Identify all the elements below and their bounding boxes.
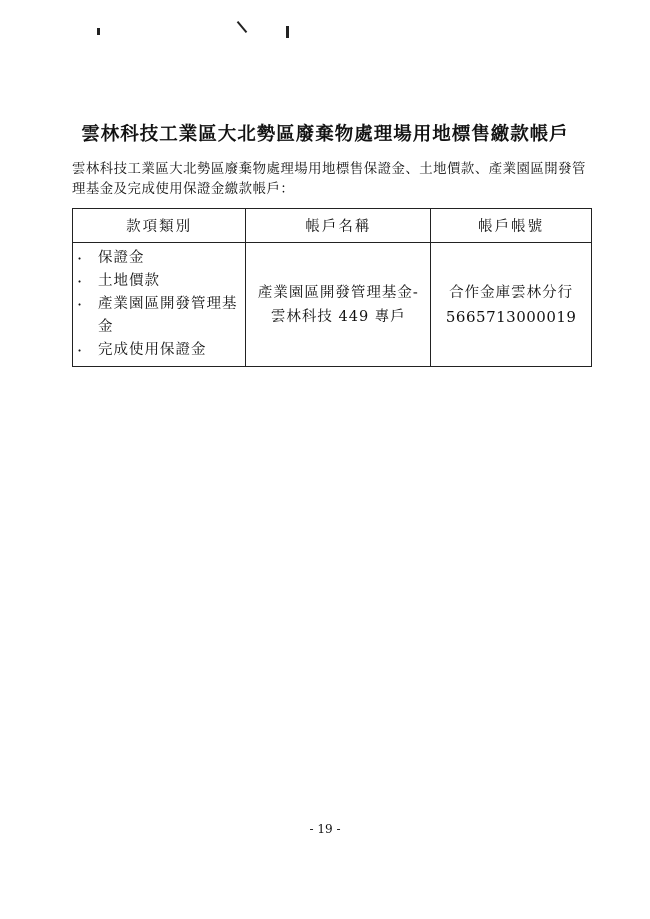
intro-paragraph: 雲林科技工業區大北勢區廢棄物處理場用地標售保證金、土地價款、產業園區開發管理基金及完成使用保證金繳款帳戶： xyxy=(72,162,586,197)
account-number: 5665713000019 xyxy=(445,307,577,326)
scan-mark xyxy=(97,28,100,35)
page-number: - 19 - xyxy=(309,822,341,836)
account-number-cell xyxy=(431,243,592,367)
category-item-completion-deposit: · 完成使用保證金 xyxy=(73,339,245,362)
header-category: 款項類別 xyxy=(73,209,246,243)
header-account-name: 帳戶名稱 xyxy=(246,209,431,243)
header-account-number: 帳戶帳號 xyxy=(431,209,592,243)
account-name-line2: 雲林科技 449 專戶 xyxy=(270,308,406,325)
category-list xyxy=(73,243,245,366)
scan-mark xyxy=(286,26,289,38)
bank-name: 合作金庫雲林分行 xyxy=(449,284,574,301)
scan-mark xyxy=(237,21,248,33)
account-name-line1: 產業園區開發管理基金- xyxy=(257,284,419,301)
account-name-cell xyxy=(246,243,431,367)
category-item-management-fund: · 產業園區開發管理基金 xyxy=(73,293,245,339)
account-table xyxy=(72,208,592,367)
category-item-land-price: · 土地價款 xyxy=(73,270,245,293)
category-cell xyxy=(73,243,246,367)
table-row xyxy=(73,243,592,367)
table-header-row xyxy=(73,209,592,243)
category-item-deposit: · 保證金 xyxy=(73,247,245,270)
page-title: 雲林科技工業區大北勢區廢棄物處理場用地標售繳款帳戶 xyxy=(81,124,569,145)
